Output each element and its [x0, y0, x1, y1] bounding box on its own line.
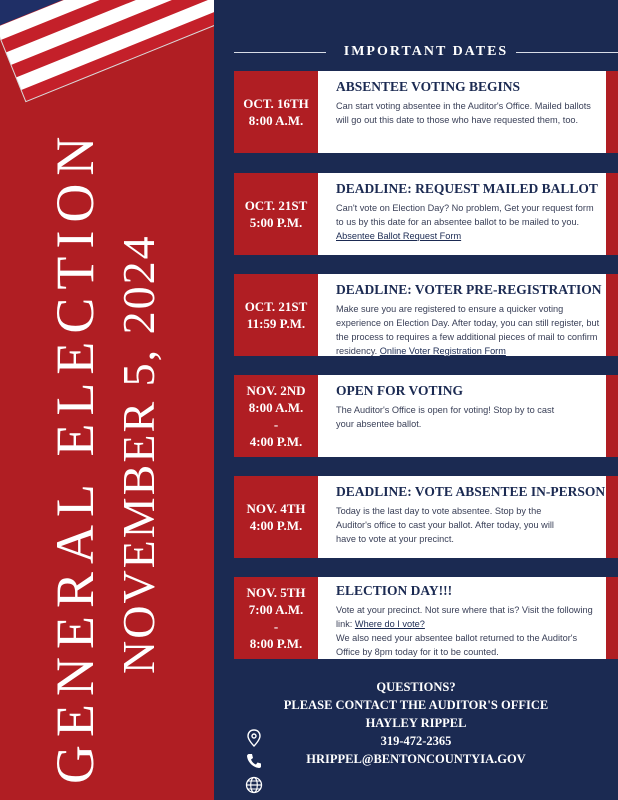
contact-name: HAYLEY RIPPEL [365, 716, 467, 730]
event-time: 5:00 P.M. [249, 215, 303, 230]
event-time-dash: - [273, 619, 279, 634]
event-time: 8:00 A.M. [248, 400, 304, 415]
left-panel [0, 0, 214, 800]
event-heading: ABSENTEE VOTING BEGINS [336, 79, 521, 94]
event-content [318, 375, 606, 457]
event-date-box [234, 476, 318, 558]
event-time-dash: - [273, 417, 279, 432]
event-heading: OPEN FOR VOTING [336, 383, 463, 398]
event-time: 11:59 P.M. [246, 316, 306, 331]
card-accent [606, 375, 618, 457]
card-accent [606, 71, 618, 153]
event-card [234, 577, 618, 659]
event-body [336, 302, 600, 358]
event-card [234, 71, 618, 153]
event-time: 7:00 A.M. [248, 602, 304, 617]
event-date-box [234, 375, 318, 457]
event-content [318, 71, 606, 153]
event-time-end: 8:00 P.M. [249, 636, 303, 651]
event-date: OCT. 21ST [244, 299, 308, 314]
event-body-text: Can't vote on Election Day? No problem, Get your request form to us by this date for an absentee ballot to be mailed to you. [336, 203, 594, 227]
event-time: 8:00 A.M. [248, 113, 304, 128]
event-date: OCT. 16TH [243, 96, 309, 111]
vertical-title [0, 0, 214, 800]
event-content [318, 274, 606, 356]
event-time: 4:00 P.M. [249, 518, 303, 533]
event-date-box [234, 274, 318, 356]
event-date: NOV. 2ND [246, 383, 306, 398]
card-accent [606, 476, 618, 558]
event-date-box [234, 577, 318, 659]
phone-icon [244, 751, 264, 771]
election-title: GENERAL ELECTION [45, 128, 105, 784]
section-title: IMPORTANT DATES [343, 44, 509, 59]
event-content [318, 173, 606, 255]
event-card [234, 476, 618, 558]
contact-instruction: PLEASE CONTACT THE AUDITOR'S OFFICE [283, 698, 549, 712]
card-accent [606, 173, 618, 255]
online-voter-registration-link[interactable]: Online Voter Registration Form [379, 346, 506, 356]
location-pin-icon [244, 728, 264, 748]
event-heading: ELECTION DAY!!! [336, 583, 453, 598]
event-heading: DEADLINE: VOTE ABSENTEE IN-PERSON [336, 484, 606, 499]
event-date-box [234, 173, 318, 255]
contact-block [214, 678, 618, 768]
event-content [318, 577, 606, 659]
event-content [318, 476, 606, 558]
section-header [234, 44, 618, 62]
contact-email[interactable]: HRIPPEL@BENTONCOUNTYIA.GOV [306, 752, 526, 766]
event-card [234, 375, 618, 457]
event-time-end: 4:00 P.M. [249, 434, 303, 449]
where-do-i-vote-link[interactable]: Where do I vote? [354, 619, 425, 629]
election-date-title: NOVEMBER 5, 2024 [113, 234, 164, 674]
event-heading: DEADLINE: VOTER PRE-REGISTRATION [336, 282, 602, 297]
event-date: OCT. 21ST [244, 198, 308, 213]
event-date: NOV. 5TH [246, 585, 306, 600]
event-card [234, 173, 618, 255]
event-body-text-2: We also need your absentee ballot returned to the Auditor's Office by 8pm today for it to be counted. [336, 633, 578, 657]
card-accent [606, 577, 618, 659]
event-body [336, 603, 600, 659]
card-accent [606, 274, 618, 356]
globe-icon [244, 775, 264, 795]
event-date: NOV. 4TH [246, 501, 306, 516]
event-heading: DEADLINE: REQUEST MAILED BALLOT [336, 181, 598, 196]
event-body-text: Vote at your precinct. Not sure where that is? Visit the following link: [336, 605, 593, 629]
event-body: The Auditor's Office is open for voting! Stop by to cast your absentee ballot. [336, 405, 555, 429]
contact-questions: QUESTIONS? [376, 680, 456, 694]
event-body-text: Make sure you are registered to ensure a quicker voting experience on Election Day. After today, you can still register, but the process to requires a few additional pieces of mail to confirm residency. [336, 304, 600, 356]
event-card [234, 274, 618, 356]
absentee-ballot-request-link[interactable]: Absentee Ballot Request Form [336, 231, 462, 241]
event-date-box [234, 71, 318, 153]
contact-phone[interactable]: 319-472-2365 [380, 734, 452, 748]
event-body [336, 201, 600, 243]
event-body: Can start voting absentee in the Auditor's Office. Mailed ballots will go out this date to those who have requested them, too. [336, 101, 591, 125]
event-body: Today is the last day to vote absentee. Stop by the Auditor's office to cast your ballot. After today, you will have to vote at your precinct. [336, 506, 554, 544]
